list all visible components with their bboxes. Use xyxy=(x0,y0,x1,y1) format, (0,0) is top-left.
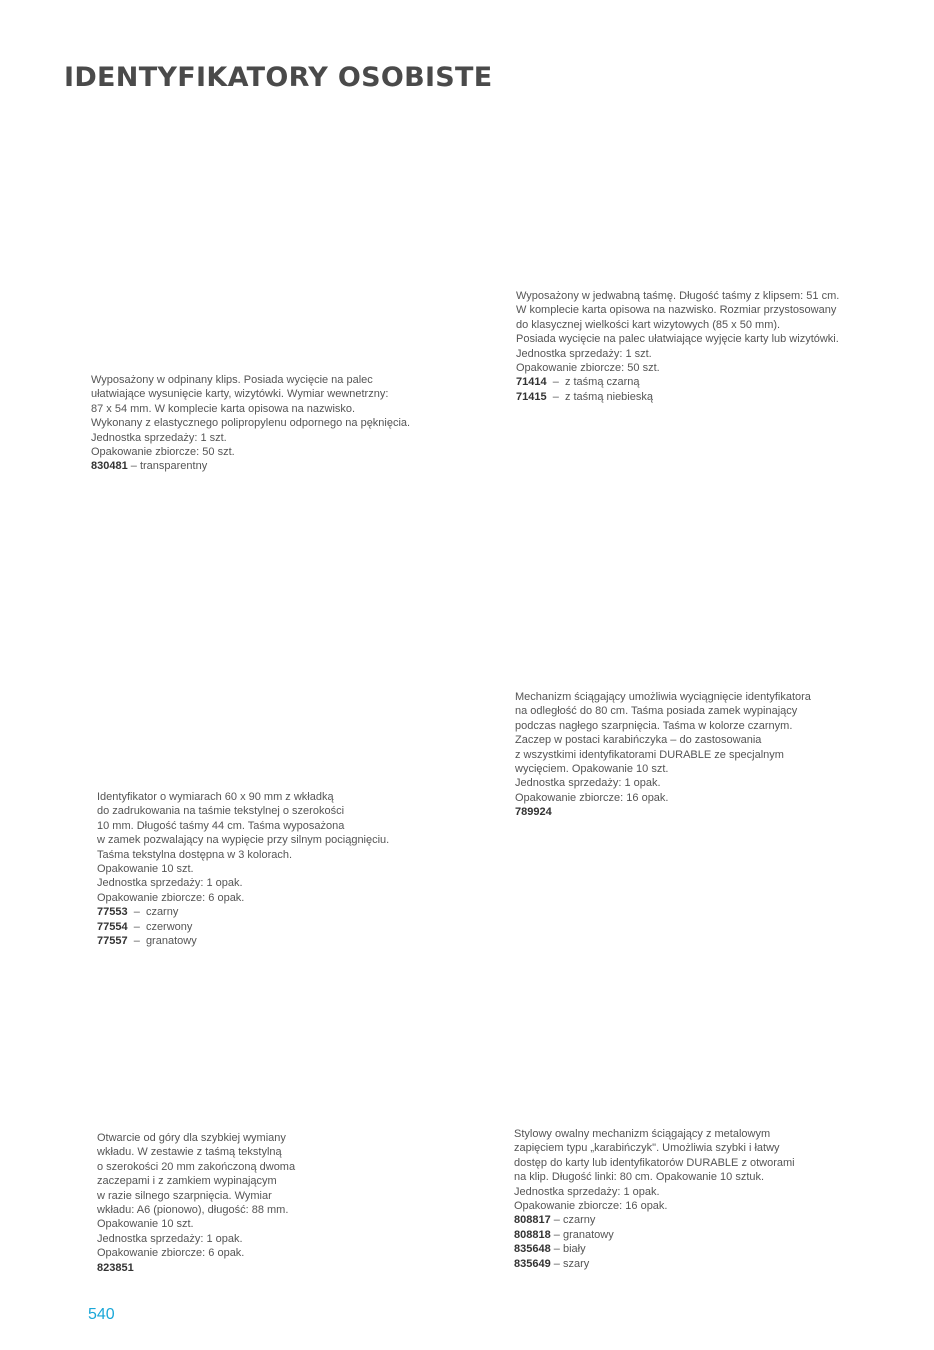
text-line: Opakowanie 10 szt. xyxy=(97,1218,194,1231)
text-line: Jednostka sprzedaży: 1 szt. xyxy=(516,347,652,360)
text-line: Jednostka sprzedaży: 1 szt. xyxy=(91,431,227,444)
text-line: zapięciem typu „karabińczyk". Umożliwia szybki i łatwy xyxy=(514,1142,780,1155)
product-description-823851 xyxy=(97,1131,437,1275)
text-line: Wyposażony w odpinany klips. Posiada wycięcie na palec xyxy=(91,374,373,386)
text-line: Opakowanie zbiorcze: 50 szt. xyxy=(91,446,235,459)
variant-description: granatowy xyxy=(562,1228,614,1241)
text-line: 87 x 54 mm. W komplecie karta opisowa na nazwisko. xyxy=(91,402,356,415)
text-line: do zadrukowania na taśmie tekstylnej o szerokości xyxy=(97,805,345,818)
product-description-77553 xyxy=(97,790,437,948)
text-line: Opakowanie zbiorcze: 6 opak. xyxy=(97,1247,245,1260)
product-description-789924 xyxy=(515,690,875,820)
variant-description: szary xyxy=(562,1257,590,1270)
text-line: z wszystkimi identyfikatorami DURABLE ze specjalnym xyxy=(515,748,784,761)
variant-description: czerwony xyxy=(145,920,193,933)
product-code: 77557 xyxy=(97,935,128,948)
text-line: wkładu. W zestawie z taśmą tekstylną xyxy=(97,1146,282,1159)
text-line: Jednostka sprzedaży: 1 opak. xyxy=(514,1185,660,1198)
variant-description: czarny xyxy=(562,1214,596,1227)
product-code: 77554 xyxy=(97,920,128,933)
text-line: wycięciem. Opakowanie 10 szt. xyxy=(515,763,669,776)
variant-row xyxy=(516,375,876,389)
text-line: Mechanizm ściągający umożliwia wyciągnięcie identyfikatora xyxy=(515,691,811,703)
text-line: Otwarcie od góry dla szybkiej wymiany xyxy=(97,1132,286,1144)
text-line: w razie silnego szarpnięcia. Wymiar xyxy=(97,1189,272,1202)
text-line: Jednostka sprzedaży: 1 opak. xyxy=(97,877,243,890)
variant-separator: – xyxy=(546,376,565,389)
text-line: Taśma tekstylna dostępna w 3 kolorach. xyxy=(97,848,293,861)
variant-separator: – xyxy=(550,1214,563,1227)
text-line: zaczepami i z zamkiem wypinającym xyxy=(97,1175,277,1188)
text-line: Opakowanie zbiorcze: 6 opak. xyxy=(97,891,245,904)
text-line: Jednostka sprzedaży: 1 opak. xyxy=(515,777,661,790)
text-line: na klip. Długość linki: 80 cm. Opakowanie 10 sztuk. xyxy=(514,1171,765,1184)
text-line: do klasycznej wielkości kart wizytowych (85 x 50 mm). xyxy=(516,318,781,331)
variant-description: z taśmą niebieską xyxy=(564,390,653,403)
text-line: Stylowy owalny mechanizm ściągający z metalowym xyxy=(514,1128,771,1140)
variant-row xyxy=(97,905,437,919)
variant-description: transparentny xyxy=(139,460,208,473)
variant-separator: – xyxy=(550,1243,563,1256)
variant-description: biały xyxy=(562,1243,586,1256)
text-line: Wyposażony w jedwabną taśmę. Długość taśmy z klipsem: 51 cm. xyxy=(516,290,840,302)
variant-description: z taśmą czarną xyxy=(564,376,640,389)
page-number: 540 xyxy=(88,1306,115,1323)
text-line: wkładu: A6 (pionowo), długość: 88 mm. xyxy=(97,1204,289,1217)
text-line: Opakowanie 10 szt. xyxy=(97,863,194,876)
product-code: 835649 xyxy=(514,1257,551,1270)
product-code: 835648 xyxy=(514,1243,551,1256)
text-line: Opakowanie zbiorcze: 16 opak. xyxy=(514,1200,668,1213)
variant-separator: – xyxy=(550,1257,563,1270)
variant-row xyxy=(514,1257,874,1271)
text-line: na odległość do 80 cm. Taśma posiada zamek wypinający xyxy=(515,705,798,718)
variant-row xyxy=(97,1261,437,1275)
text-line: ułatwiające wysunięcie karty, wizytówki. Wymiar wewnetrzny: xyxy=(91,388,389,401)
product-code: 77553 xyxy=(97,906,128,919)
variant-row xyxy=(97,920,437,934)
text-line: Jednostka sprzedaży: 1 opak. xyxy=(97,1232,243,1245)
text-line: Opakowanie zbiorcze: 50 szt. xyxy=(516,362,660,375)
text-line: W komplecie karta opisowa na nazwisko. Rozmiar przystosowany xyxy=(516,304,837,317)
variant-separator: – xyxy=(127,920,146,933)
variant-row xyxy=(91,459,431,473)
product-code: 830481 xyxy=(91,460,128,473)
text-line: w zamek pozwalający na wypięcie przy silnym pociągnięciu. xyxy=(97,834,390,847)
product-code: 71414 xyxy=(516,376,547,389)
product-description-808817 xyxy=(514,1127,874,1271)
variant-separator: – xyxy=(127,460,140,473)
variant-row xyxy=(514,1228,874,1242)
product-code: 823851 xyxy=(97,1261,134,1274)
product-code: 789924 xyxy=(515,806,552,819)
variant-row xyxy=(515,805,875,819)
variant-description: granatowy xyxy=(145,935,197,948)
text-line: Zaczep w postaci karabińczyka – do zastosowania xyxy=(515,734,762,747)
text-line: 10 mm. Długość taśmy 44 cm. Taśma wyposażona xyxy=(97,819,345,832)
text-line: podczas nagłego szarpnięcia. Taśma w kolorze czarnym. xyxy=(515,719,793,732)
variant-description: czarny xyxy=(145,906,179,919)
text-line: Identyfikator o wymiarach 60 x 90 mm z wkładką xyxy=(97,791,334,803)
product-code: 71415 xyxy=(516,390,547,403)
product-code: 808817 xyxy=(514,1214,551,1227)
text-line: Wykonany z elastycznego polipropylenu odpornego na pęknięcia. xyxy=(91,417,411,430)
variant-separator: – xyxy=(127,935,146,948)
variant-separator: – xyxy=(127,906,146,919)
text-line: Opakowanie zbiorcze: 16 opak. xyxy=(515,791,669,804)
variant-row xyxy=(514,1242,874,1256)
product-description-71414 xyxy=(516,289,876,404)
variant-separator: – xyxy=(546,390,565,403)
product-description-830481 xyxy=(91,373,431,474)
product-code: 808818 xyxy=(514,1228,551,1241)
variant-row xyxy=(516,390,876,404)
variant-row xyxy=(97,934,437,948)
page-title: IDENTYFIKATORY OSOBISTE xyxy=(64,62,493,93)
text-line: Posiada wycięcie na palec ułatwiające wyjęcie karty lub wizytówki. xyxy=(516,333,839,346)
variant-row xyxy=(514,1213,874,1227)
variant-separator: – xyxy=(550,1228,563,1241)
text-line: o szerokości 20 mm zakończoną dwoma xyxy=(97,1160,296,1173)
text-line: dostęp do karty lub identyfikatorów DURABLE z otworami xyxy=(514,1156,795,1169)
